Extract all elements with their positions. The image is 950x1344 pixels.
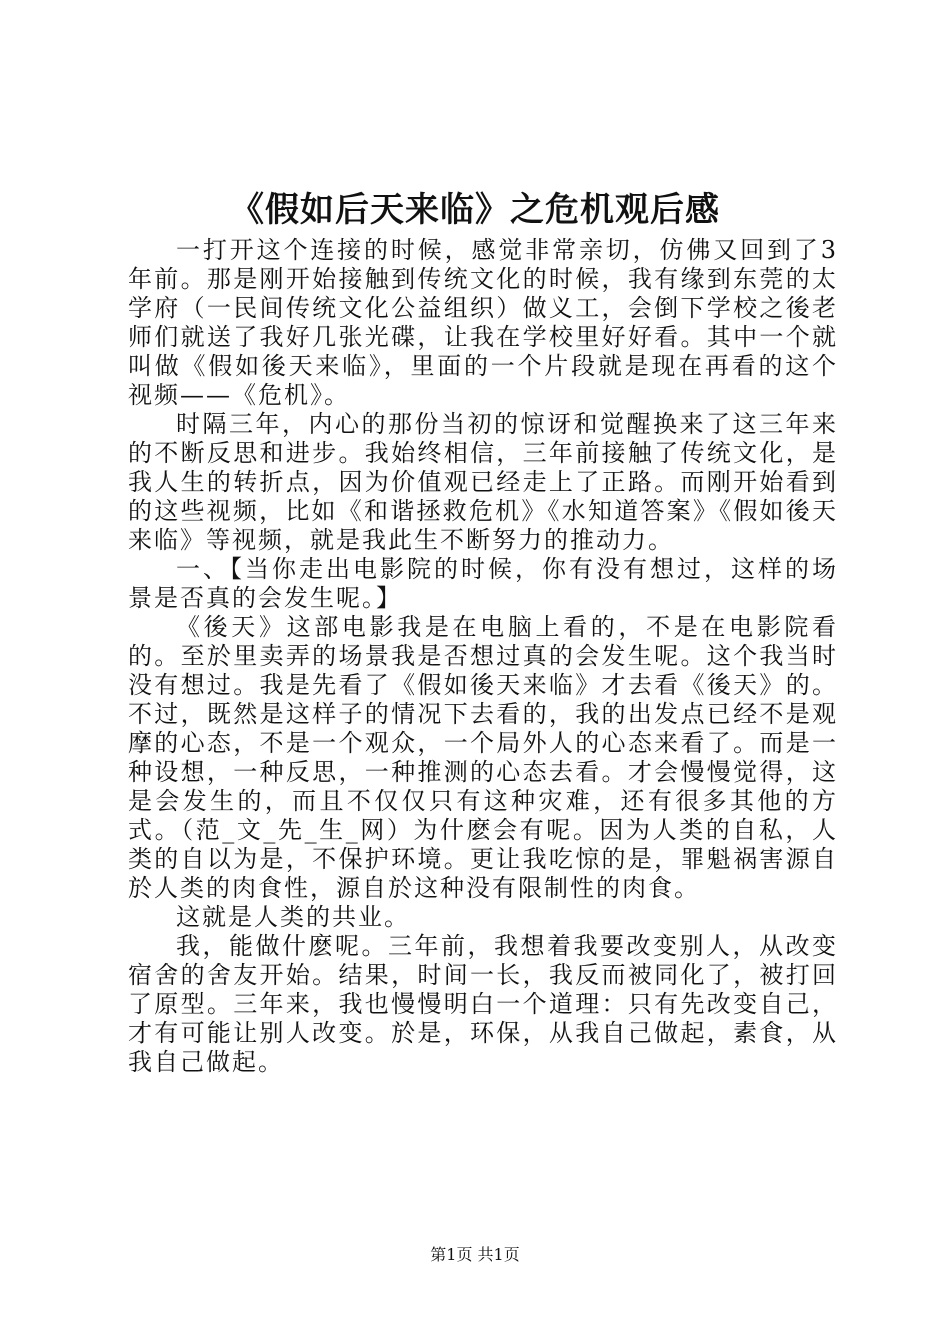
- document-title: 《假如后天来临》之危机观后感: [230, 190, 720, 230]
- paragraph-intro: 一打开这个连接的时候，感觉非常亲切，仿佛又回到了3年前。那是刚开始接触到传统文化的时候，我有缘到东莞的太学府（一民间传统文化公益组织）做义工，会倒下学校之後老师们就送了我好几张光碟，让我在学校里好好看。其中一个就叫做《假如後天来临》，里面的一个片段就是现在再看的这个视频——《危机》。: [128, 236, 838, 409]
- paragraph-collective-karma: 这就是人类的共业。: [176, 903, 410, 931]
- paragraph-movie-thoughts: 《後天》这部电影我是在电脑上看的，不是在电影院看的。至於里卖弄的场景我是否想过真的会发生呢。这个我当时没有想过。我是先看了《假如後天来临》才去看《後天》的。不过，既然是这样子的情况下去看的，我的出发点已经不是观摩的心态，不是一个观众，一个局外人的心态来看了。而是一种设想，一种反思，一种推测的心态去看。才会慢慢觉得，这是会发生的，而且不仅仅只有这种灾难，还有很多其他的方式。（范_文_先_生_网）为什麽会有呢。因为人类的自私，人类的自以为是，不保护环境。更让我吃惊的是，罪魁祸害源自於人类的肉食性，源自於这种没有限制性的肉食。: [128, 613, 838, 902]
- paragraph-reflection: 时隔三年，内心的那份当初的惊讶和觉醒换来了这三年来的不断反思和进步。我始终相信，三年前接触了传统文化，是我人生的转折点，因为价值观已经走上了正路。而刚开始看到的这些视频，比如《和谐拯救危机》《水知道答案》《假如後天来临》等视频，就是我此生不断努力的推动力。: [128, 410, 838, 554]
- document-body: [128, 236, 838, 1077]
- paragraph-question-heading: 一、【当你走出电影院的时候，你有没有想过，这样的场景是否真的会发生呢。】: [128, 555, 838, 612]
- paragraph-personal-change: 我，能做什麽呢。三年前，我想着我要改变别人，从改变宿舍的舍友开始。结果，时间一长，我反而被同化了，被打回了原型。三年来，我也慢慢明白一个道理：只有先改变自己，才有可能让别人改变。於是，环保，从我自己做起，素食，从我自己做起。: [128, 932, 838, 1076]
- page-number-footer: 第1页 共1页: [430, 1245, 520, 1264]
